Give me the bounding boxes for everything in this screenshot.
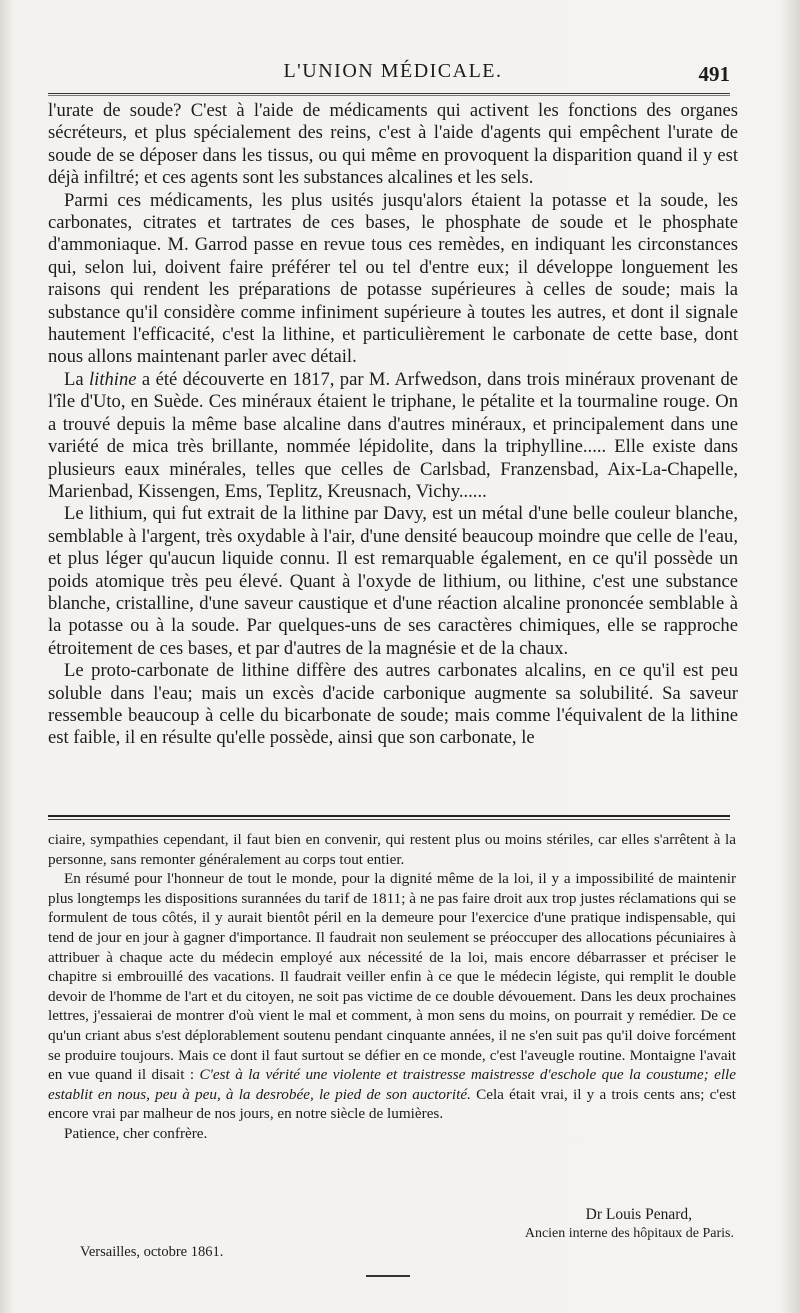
italic-term: lithine — [89, 368, 137, 390]
feuilleton-paragraph-2 — [48, 869, 736, 1124]
feuilleton-text — [48, 830, 736, 1144]
feuilleton-body-end: Cela était vrai, il y a trois cents ans; c'est encore vrai par malheur de nos jours, en notre siècle de lumières. — [48, 1085, 736, 1123]
header-rule — [48, 93, 730, 96]
end-rule — [366, 1275, 410, 1277]
page-number: 491 — [698, 62, 730, 86]
section-divider — [48, 815, 730, 820]
paragraph-medicaments: Parmi ces médicaments, les plus usités jusqu'alors étaient la potasse et la soude, les carbonates, citrates et tartrates de ces bases, le phosphate de soude et le phosphate d'ammoniaque. M. Garrod passe en revue tous ces remèdes, en indiquant les circonstances qui, selon lui, doivent faire préférer tel ou tel d'entre eux; il développe longuement les raisons qui rendent les préparations de potasse supérieures à celles de soude; mais la substance qu'il considère comme infiniment supérieure à toutes les autres, et dont il signale hautement l'efficacité, c'est la lithine, et particulièrement le carbonate de cette base, dont nous allons maintenant parler avec détail. — [48, 189, 738, 368]
page-header — [48, 58, 738, 88]
main-text — [48, 100, 738, 750]
paragraph-carbonate: Le proto-carbonate de lithine diffère des autres carbonates alcalins, en ce qu'il est peu soluble dans l'eau; mais un excès d'acide carbonique augmente sa solubilité. Sa saveur ressemble beaucoup à celle du bicarbonate de soude; mais comme l'équivalent de la lithine est faible, il en résulte qu'elle possède, ainsi que son carbonate, le — [48, 660, 738, 749]
feuilleton-paragraph-1: ciaire, sympathies cependant, il faut bien en convenir, qui restent plus ou moins stériles, car elles s'arrêtent à la personne, sans remonter généralement au corps tout entier. — [48, 831, 736, 868]
feuilleton-body: En résumé pour l'honneur de tout le monde, pour la dignité même de la loi, il y a impossibilité de maintenir plus longtemps les dispositions surannées du tarif de 1811; à ne pas faire droit aux trop justes réclamations qui se formulent de tous côtés, il y aurait bientôt péril en la demeure pour l'exercice d'une pratique indispensable, qui tend de jour en jour à gagner d'importance. Il faudrait non seulement se préoccuper des allocations pécuniaires à attribuer à chaque acte du médecin employé aux nécessité de la loi, mais encore débarrasser et préciser le chapitre si embrouillé des vacations. Il faudrait veiller enfin à ce que le médecin légiste, qui remplit le double devoir de l'homme de l'art et du citoyen, ne soit pas victime de ce double dévouement. Dans les deux prochaines lettres, j'essaierai de montrer d'où vient le mal et comment, à mon sens du moins, on pourrait y remédier. De ce qu'un criant abus s'est déplorablement soutenu pendant cinquante années, il ne s'en suit pas qu'il doive forcément se produire toujours. Mais ce dont il faut surtout se défier en ce monde, c'est l'aveugle routine. Montaigne l'avait en vue quand il disait : — [48, 870, 736, 1084]
paragraph-lithium: Le lithium, qui fut extrait de la lithine par Davy, est un métal d'une belle couleur blanche, semblable à l'argent, très oxydable à l'air, d'une densité beaucoup moindre que celle de l'eau, et plus léger qu'aucun liquide connu. Il est remarquable également, en ce qu'il possède un poids atomique très peu élevé. Quant à l'oxyde de lithium, ou lithine, c'est une substance blanche, cristalline, d'une saveur caustique et d'une réaction alcaline prononcée semblable à la potasse ou à la soude. Par quelques-uns de ses caractères chimiques, elle se rapproche étroitement de ces bases, et par d'autres de la magnésie et de la chaux. — [48, 503, 738, 659]
montaigne-quote: C'est à la vérité une violente et traistresse maistresse d'eschole que la coustume; elle establit en nous, peu à peu, à la desrobée, le pied de son auctorité. — [48, 1066, 736, 1103]
place-date: Versailles, octobre 1861. — [80, 1244, 224, 1260]
signature-name: Dr Louis Penard, — [585, 1206, 692, 1223]
paragraph-urate: l'urate de soude? C'est à l'aide de médicaments qui activent les fonctions des organes sécréteurs, et plus spécialement des reins, c'est à l'aide d'agents qui empêchent l'urate de soude de se déposer dans les tissus, ou qui même en provoquent la disparition quand il y est déjà infiltré; et ces agents sont les substances alcalines et les sels. — [48, 100, 738, 189]
feuilleton-paragraph-3: Patience, cher confrère. — [64, 1124, 208, 1142]
running-title: L'UNION MÉDICALE. — [283, 60, 503, 82]
signature-title: Ancien interne des hôpitaux de Paris. — [524, 1226, 734, 1241]
paragraph-body: a été découverte en 1817, par M. Arfwedson, dans trois minéraux provenant de l'île d'Uto, en Suède. Ces minéraux étaient le triphane, le pétalite et la tourmaline rouge. On a trouvé depuis la même base alcaline dans d'autres minéraux, et principalement dans une variété de mica très brillante, nommée lépidolite, dans la triphylline..... Elle existe dans plusieurs eaux minérales, telles que celles de Carlsbad, Franzensbad, Aix-La-Chapelle, Marienbad, Kissengen, Ems, Teplitz, Kreusnach, Vichy...... — [48, 368, 738, 502]
paragraph-lead: La — [64, 368, 90, 390]
paragraph-lithine — [48, 369, 738, 503]
